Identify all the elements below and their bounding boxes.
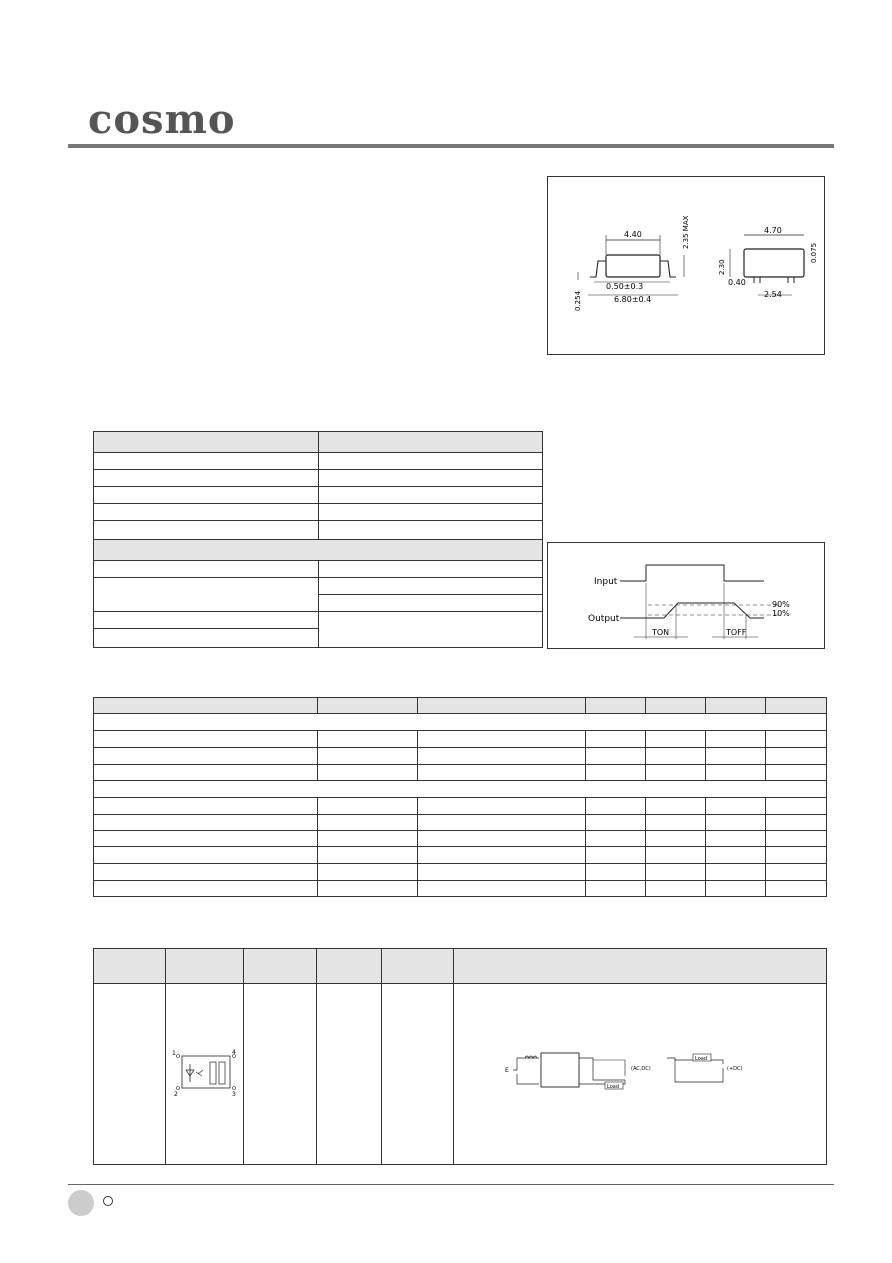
ratings-cell <box>94 470 319 487</box>
circle-icon <box>103 1196 113 1206</box>
timing-diagram <box>547 542 825 649</box>
dim-4-70: 4.70 <box>764 226 782 235</box>
pin-4: 4 <box>231 1048 236 1056</box>
ratings-cell <box>319 521 543 540</box>
char-cell <box>418 831 586 847</box>
char-cell <box>318 798 418 815</box>
ratings-section-cell <box>94 540 543 561</box>
char-section <box>94 781 827 798</box>
char-cell <box>706 864 766 881</box>
char-header <box>318 698 418 714</box>
char-cell <box>706 748 766 765</box>
char-cell <box>646 765 706 781</box>
pin-2: 2 <box>173 1090 178 1098</box>
char-cell <box>418 765 586 781</box>
char-cell <box>318 748 418 765</box>
char-cell <box>766 831 827 847</box>
char-cell <box>586 831 646 847</box>
char-section <box>94 714 827 731</box>
product-cell <box>317 984 382 1165</box>
ratings-cell <box>319 487 543 504</box>
dim-height-max: 2.35 MAX <box>682 215 690 249</box>
char-cell <box>94 881 318 897</box>
char-cell <box>766 798 827 815</box>
char-cell <box>586 798 646 815</box>
source-label: E <box>505 1067 509 1074</box>
product-header <box>94 949 166 984</box>
product-cell <box>94 984 166 1165</box>
package-drawing <box>547 176 825 355</box>
char-cell <box>318 831 418 847</box>
char-cell <box>94 815 318 831</box>
dc-label: (+DC) <box>727 1066 743 1072</box>
char-cell <box>586 765 646 781</box>
char-cell <box>646 881 706 897</box>
ratings-cell <box>319 612 543 648</box>
pinout-cell <box>166 984 244 1165</box>
char-cell <box>766 864 827 881</box>
ratings-cell <box>94 612 319 629</box>
dim-lead-width: 0.50±0.3 <box>606 282 644 291</box>
char-cell <box>318 864 418 881</box>
char-cell <box>586 731 646 748</box>
char-cell <box>586 881 646 897</box>
product-header <box>166 949 244 984</box>
char-cell <box>646 731 706 748</box>
ratings-cell <box>319 561 543 578</box>
application-circuit <box>505 1050 775 1095</box>
ratings-cell <box>94 504 319 521</box>
char-cell <box>706 847 766 864</box>
product-header <box>382 949 454 984</box>
char-cell <box>418 881 586 897</box>
char-cell <box>646 815 706 831</box>
char-cell <box>418 815 586 831</box>
ac-dc-label: (AC,DC) <box>631 1066 651 1072</box>
char-cell <box>94 798 318 815</box>
char-cell <box>766 815 827 831</box>
dim-standoff: 0.075 <box>810 242 818 263</box>
dim-2-30: 2.30 <box>718 259 726 275</box>
page-badge <box>68 1190 94 1216</box>
application-circuit-cell <box>454 984 827 1165</box>
char-cell <box>94 731 318 748</box>
level-90: 90% <box>772 600 790 609</box>
char-cell <box>418 864 586 881</box>
char-cell <box>318 815 418 831</box>
char-cell <box>766 765 827 781</box>
product-cell <box>382 984 454 1165</box>
ratings-cell <box>94 578 319 612</box>
input-label: Input <box>594 577 618 587</box>
ratings-header-cell <box>94 432 319 453</box>
dim-overall: 6.80±0.4 <box>614 295 652 304</box>
ratings-cell <box>94 521 319 540</box>
product-header <box>244 949 317 984</box>
product-table <box>93 948 827 1165</box>
char-cell <box>94 864 318 881</box>
product-cell <box>244 984 317 1165</box>
char-cell <box>706 881 766 897</box>
t-on-label: TON <box>652 628 670 637</box>
ratings-cell <box>94 487 319 504</box>
char-header <box>418 698 586 714</box>
dim-0-40: 0.40 <box>728 278 746 287</box>
characteristics-table <box>93 697 827 897</box>
ratings-cell <box>319 578 543 595</box>
dim-lead-thickness: 0.254 <box>574 290 582 311</box>
t-off-label: TOFF <box>726 628 747 637</box>
ratings-cell <box>319 470 543 487</box>
char-cell <box>586 864 646 881</box>
char-cell <box>94 765 318 781</box>
char-cell <box>418 748 586 765</box>
char-cell <box>766 881 827 897</box>
char-cell <box>646 831 706 847</box>
level-10: 10% <box>772 609 790 618</box>
pin-1: 1 <box>171 1049 176 1057</box>
char-cell <box>586 815 646 831</box>
char-cell <box>646 748 706 765</box>
char-cell <box>646 864 706 881</box>
ratings-cell <box>94 629 319 648</box>
char-cell <box>706 831 766 847</box>
load-label-1: Load <box>607 1084 619 1090</box>
char-header <box>706 698 766 714</box>
ratings-cell <box>319 595 543 612</box>
char-cell <box>318 881 418 897</box>
dim-pitch: 2.54 <box>764 290 782 299</box>
ratings-header-cell <box>319 432 543 453</box>
ratings-cell <box>94 453 319 470</box>
char-cell <box>766 847 827 864</box>
char-cell <box>646 798 706 815</box>
product-header <box>454 949 827 984</box>
package-outline-svg <box>548 177 826 356</box>
char-cell <box>706 815 766 831</box>
char-cell <box>94 748 318 765</box>
char-cell <box>706 798 766 815</box>
char-cell <box>318 765 418 781</box>
load-label-2: Load <box>695 1056 707 1062</box>
char-cell <box>94 831 318 847</box>
char-header <box>646 698 706 714</box>
char-cell <box>418 731 586 748</box>
char-cell <box>318 847 418 864</box>
header-rule <box>68 144 834 148</box>
brand-logo: cosmo <box>88 96 236 143</box>
ratings-cell <box>94 561 319 578</box>
char-cell <box>418 847 586 864</box>
dim-4-40: 4.40 <box>624 230 642 239</box>
char-cell <box>586 748 646 765</box>
ratings-cell <box>319 453 543 470</box>
char-cell <box>766 731 827 748</box>
ratings-table <box>93 431 543 648</box>
char-cell <box>646 847 706 864</box>
char-cell <box>586 847 646 864</box>
pin-3: 3 <box>231 1090 236 1098</box>
char-header <box>586 698 646 714</box>
char-cell <box>706 765 766 781</box>
output-label: Output <box>588 614 620 624</box>
char-cell <box>766 748 827 765</box>
ratings-cell <box>319 504 543 521</box>
char-header <box>94 698 318 714</box>
char-header <box>766 698 827 714</box>
char-cell <box>94 847 318 864</box>
timing-diagram-svg <box>548 543 826 650</box>
product-header <box>317 949 382 984</box>
char-cell <box>418 798 586 815</box>
char-cell <box>706 731 766 748</box>
pinout-diagram <box>170 1048 240 1098</box>
footer-rule <box>68 1184 834 1185</box>
char-cell <box>318 731 418 748</box>
